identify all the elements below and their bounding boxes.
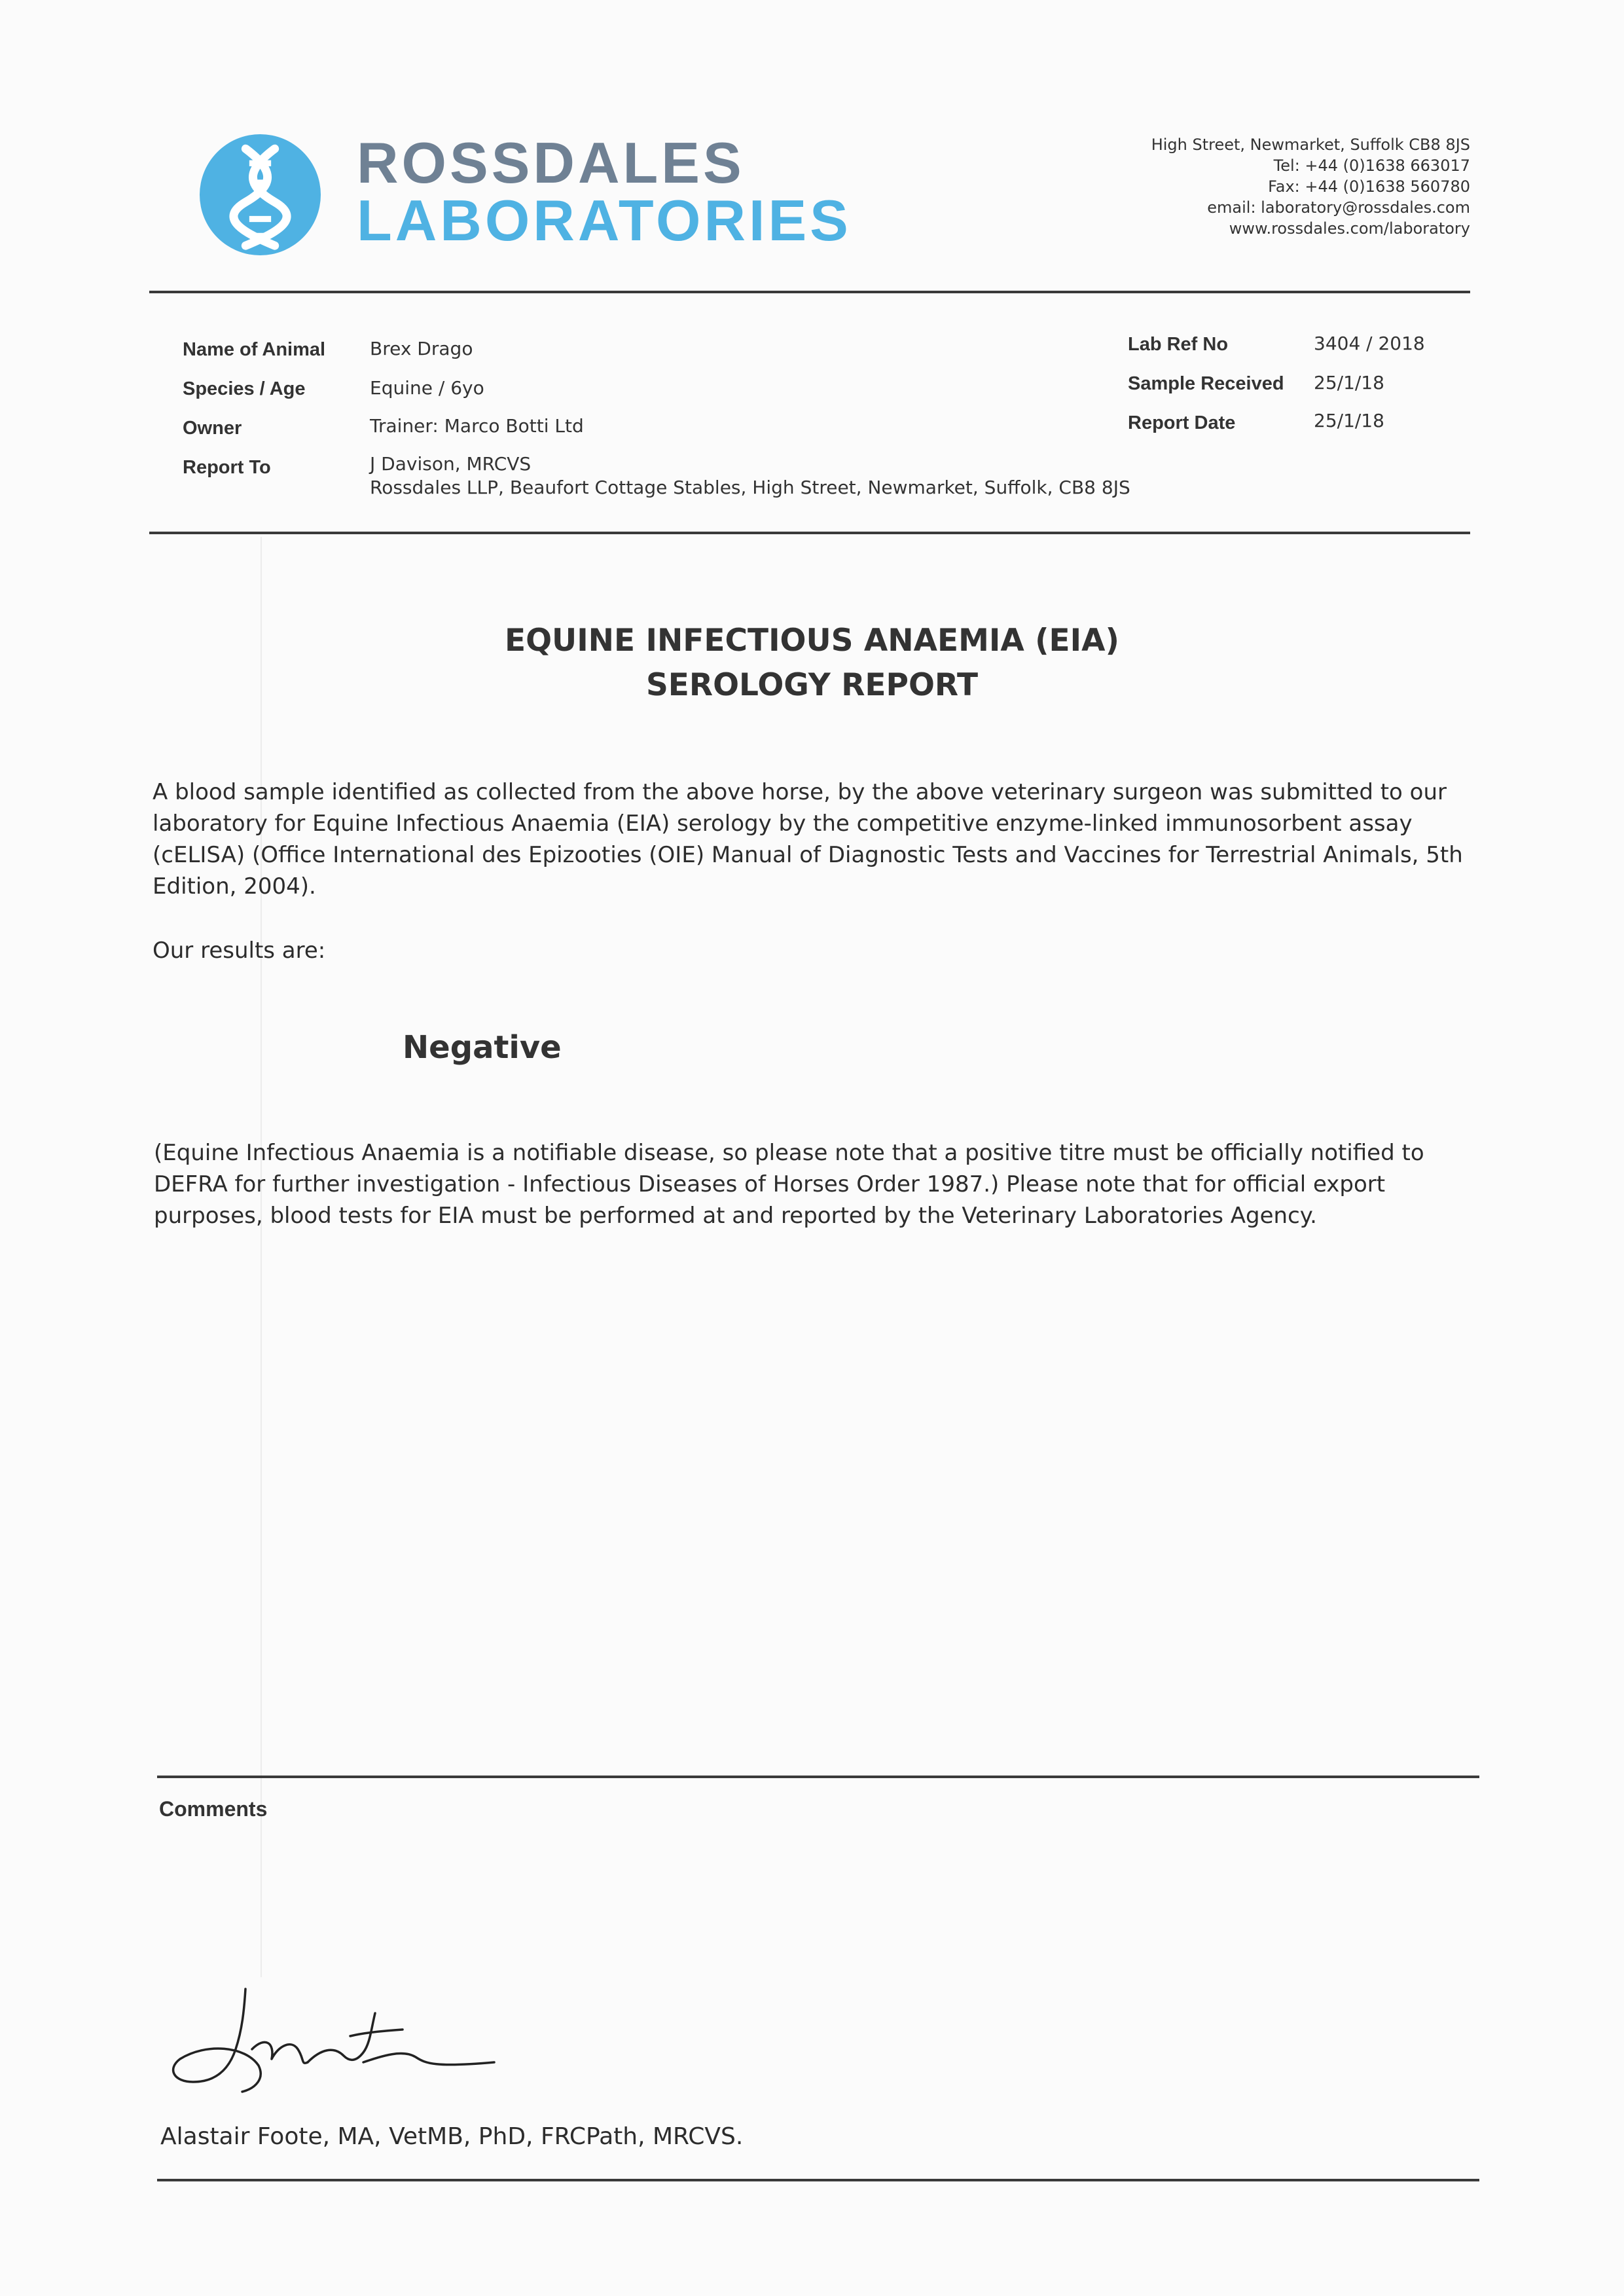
sample-received-label: Sample Received — [1128, 373, 1284, 394]
logo-line1: ROSSDALES — [357, 130, 745, 195]
header-rule — [149, 291, 1470, 293]
lab-ref-label: Lab Ref No — [1128, 334, 1229, 355]
report-date-value: 25/1/18 — [1314, 410, 1384, 431]
address-street: High Street, Newmarket, Suffolk CB8 8JS — [1151, 136, 1470, 154]
note-line: purposes, blood tests for EIA must be performed at and reported by the Veterinary Laboratories Agency. — [154, 1203, 1317, 1229]
footer-rule — [157, 2179, 1479, 2181]
address-web: www.rossdales.com/laboratory — [1229, 219, 1470, 238]
comments-label: Comments — [159, 1797, 268, 1821]
lab-ref-value: 3404 / 2018 — [1314, 333, 1425, 354]
species-age-value: Equine / 6yo — [370, 377, 484, 399]
report-title — [0, 619, 1624, 708]
signature — [167, 1984, 507, 2108]
test-result: Negative — [403, 1029, 562, 1066]
results-intro: Our results are: — [153, 938, 326, 964]
report-title-line1: EQUINE INFECTIOUS ANAEMIA (EIA) — [504, 623, 1120, 659]
brand-logo — [357, 130, 852, 253]
comments-rule — [157, 1776, 1479, 1778]
dna-logo-icon — [200, 134, 321, 255]
owner-label: Owner — [183, 418, 242, 439]
logo-line2: LABORATORIES — [357, 188, 852, 253]
address-tel: Tel: +44 (0)1638 663017 — [1273, 156, 1470, 175]
note-line: DEFRA for further investigation - Infectious Diseases of Horses Order 1987.) Please note that for official export — [154, 1171, 1386, 1197]
intro-paragraph — [153, 776, 1463, 902]
intro-line: Edition, 2004). — [153, 873, 316, 900]
address-email: email: laboratory@rossdales.com — [1207, 198, 1470, 217]
report-to-label: Report To — [183, 457, 271, 478]
scan-crease — [261, 537, 262, 1977]
species-age-label: Species / Age — [183, 378, 306, 399]
intro-line: laboratory for Equine Infectious Anaemia (EIA) serology by the competitive enzyme-linked immunosorbent assay — [153, 811, 1413, 837]
intro-line: (cELISA) (Office International des Epizooties (OIE) Manual of Diagnostic Tests and Vaccines for Terrestrial Animals, 5th — [153, 842, 1463, 868]
lab-address — [1151, 134, 1470, 239]
report-title-line2: SEROLOGY REPORT — [645, 667, 979, 703]
note-paragraph — [154, 1137, 1424, 1231]
sample-received-value: 25/1/18 — [1314, 372, 1384, 393]
intro-line: A blood sample identified as collected from the above horse, by the above veterinary surgeon was submitted to our — [153, 779, 1447, 805]
owner-value: Trainer: Marco Botti Ltd — [370, 415, 584, 437]
name-of-animal-label: Name of Animal — [183, 339, 326, 360]
info-rule — [149, 532, 1470, 534]
report-to-line2: Rossdales LLP, Beaufort Cottage Stables, High Street, Newmarket, Suffolk, CB8 8JS — [370, 477, 1130, 498]
signer-name: Alastair Foote, MA, VetMB, PhD, FRCPath, MRCVS. — [160, 2123, 744, 2150]
report-date-label: Report Date — [1128, 412, 1236, 433]
report-to-line1: J Davison, MRCVS — [370, 453, 532, 475]
address-fax: Fax: +44 (0)1638 560780 — [1268, 177, 1470, 196]
name-of-animal-value: Brex Drago — [370, 338, 473, 359]
note-line: (Equine Infectious Anaemia is a notifiable disease, so please note that a positive titre must be officially notified to — [154, 1140, 1424, 1166]
